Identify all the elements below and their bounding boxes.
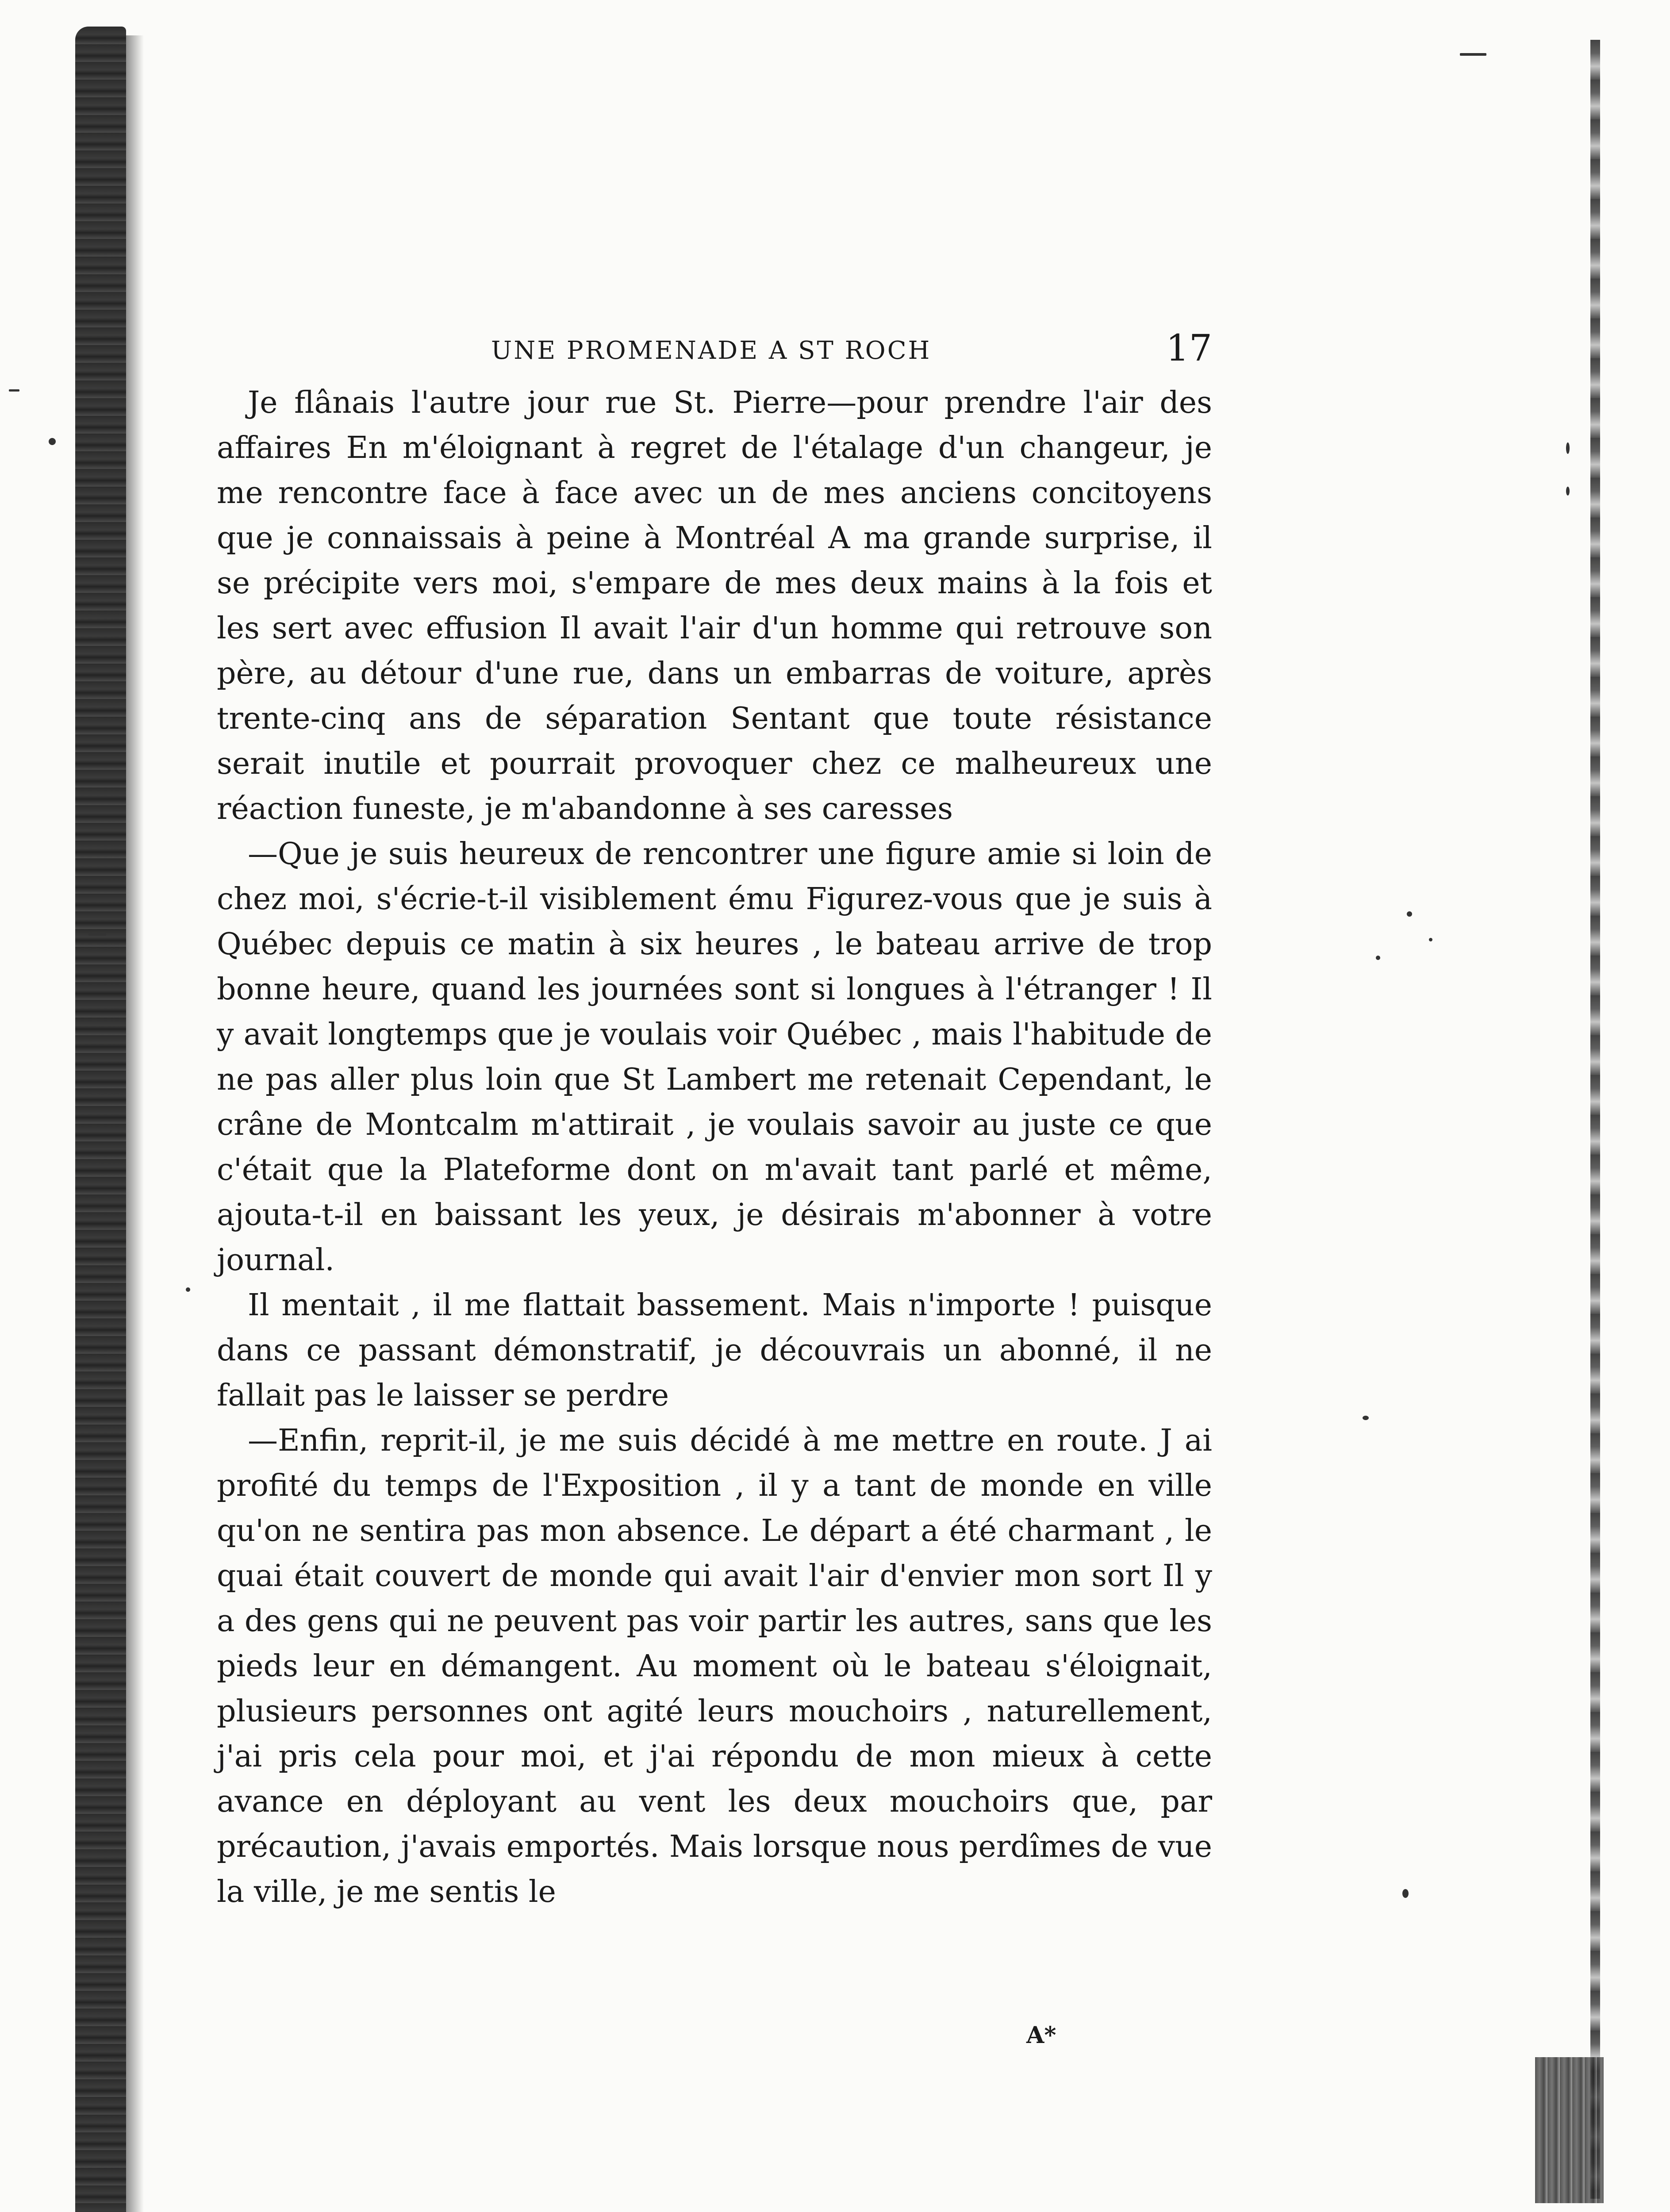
page-number: 17 (1166, 327, 1212, 369)
running-header (217, 323, 1212, 372)
spine-gradient (126, 35, 144, 2212)
paragraph: Il mentait , il me flattait bassement. Mais n'importe ! puisque dans ce passant démonstratif, je découvrais un abonné, il ne fallait pas le laisser se perdre (217, 1288, 1212, 1413)
running-title: UNE PROMENADE A ST ROCH (491, 336, 932, 365)
paragraph: Je flânais l'autre jour rue St. Pierre—pour prendre l'air des affaires En m'éloignant à regret de l'étalage d'un changeur, je me rencontre face à face avec un de mes anciens concitoyens que je connaissais à peine à Montréal A ma grande surprise, il se précipite vers moi, s'empare de mes deux mains à la fois et les sert avec effusion Il avait l'air d'un homme qui retrouve son père, au détour d'une rue, dans un embarras de voiture, après trente-cinq ans de séparation Sentant que toute résistance serait inutile et pourrait provoquer chez ce malheureux une réaction funeste, je m'abandonne à ses caresses (217, 385, 1212, 826)
page-edge-right (1590, 40, 1600, 2199)
paragraph: —Que je suis heureux de rencontrer une figure amie si loin de chez moi, s'écrie-t-il visiblement ému Figurez-vous que je suis à Québec depuis ce matin à six heures , le bateau arrive de trop bonne heure, quand les journées sont si longues à l'étranger ! Il y avait longtemps que je voulais voir Québec , mais l'habitude de ne pas aller plus loin que St Lambert me retenait Cependant, le crâne de Montcalm m'attirait , je voulais savoir au juste ce que c'était que la Plateforme dont on m'avait tant parlé et même, ajouta-t-il en baissant les yeux, je désirais m'abonner à votre journal. (217, 837, 1212, 1278)
page-edge-corner (1535, 2057, 1604, 2203)
signature-mark: A* (1026, 2022, 1056, 2049)
page-text-block (217, 323, 1212, 1915)
paragraph: —Enfin, reprit-il, je me suis décidé à me mettre en route. J ai profité du temps de l'Exposition , il y a tant de monde en ville qu'on ne sentira pas mon absence. Le départ a été charmant , le quai était couvert de monde qui avait l'air d'envier mon sort Il y a des gens qui ne peuvent pas voir partir les autres, sans que les pieds leur en démangent. Au moment où le bateau s'éloignait, plusieurs personnes ont agité leurs mouchoirs , naturellement, j'ai pris cela pour moi, et j'ai répondu de mon mieux à cette avance en déployant au vent les deux mouchoirs que, par précaution, j'avais emportés. Mais lorsque nous perdîmes de vue la ville, je me sentis le (217, 1423, 1212, 1909)
book-spine-shadow (75, 27, 126, 2212)
